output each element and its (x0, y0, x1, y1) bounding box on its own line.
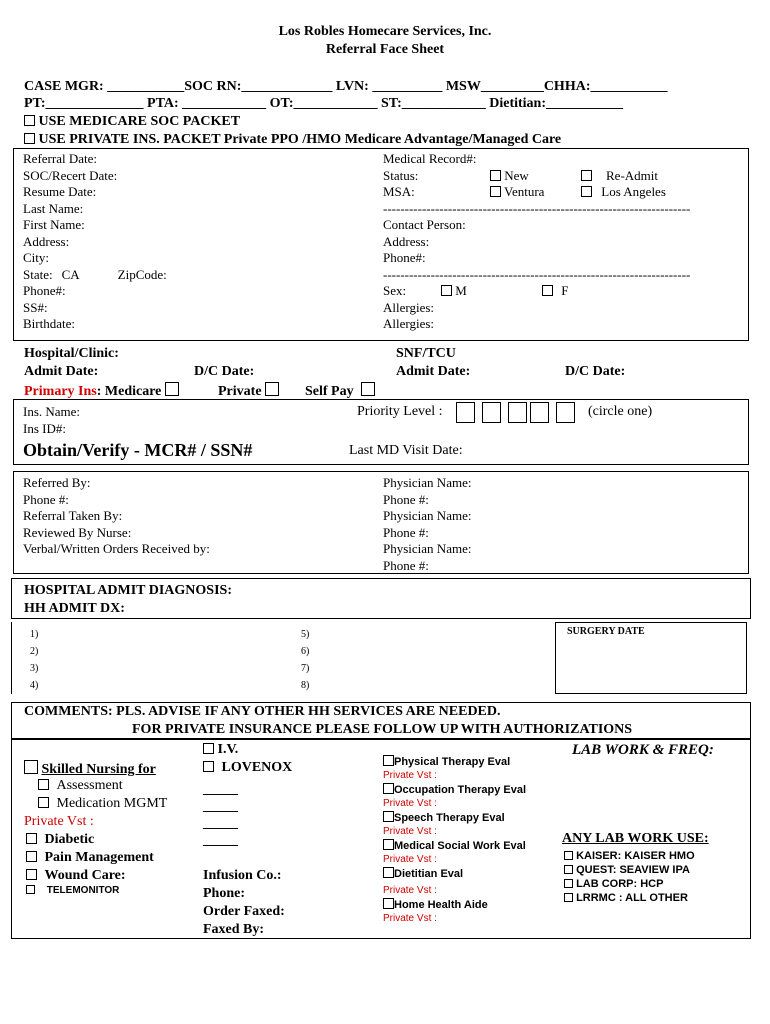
medicare-packet-checkbox[interactable] (24, 115, 35, 126)
infusion-phone-label: Phone: (203, 886, 245, 901)
skilled-nursing-checkbox[interactable] (24, 760, 38, 774)
iv-blank-lines (203, 781, 238, 849)
physician-name-label-1: Physician Name: (383, 475, 472, 490)
iv-checkbox[interactable] (203, 743, 214, 754)
private-vst-label: Private Vst (24, 814, 87, 829)
pt-option[interactable] (383, 755, 526, 769)
medication-checkbox[interactable] (38, 797, 49, 808)
wound-checkbox[interactable] (26, 869, 37, 880)
assessment-label: Assessment (56, 778, 123, 793)
page-title: Referral Face Sheet (325, 42, 445, 57)
order-faxed-label: Order Faxed: (203, 904, 285, 919)
infusion-co-label: Infusion Co.: (203, 868, 282, 883)
priority-box-5[interactable] (556, 402, 575, 423)
msa-la-option[interactable] (581, 184, 666, 201)
patient-right-column (383, 151, 743, 333)
msw-option[interactable] (383, 839, 526, 853)
priority-box-1[interactable] (456, 402, 475, 423)
physician-name-label-3: Physician Name: (383, 541, 472, 556)
hha-option[interactable] (383, 898, 526, 912)
sex-f-label: F (561, 283, 569, 298)
sex-m-label: M (455, 283, 467, 298)
snf-dc-date-label: D/C Date: (565, 364, 626, 379)
st-option[interactable] (383, 811, 526, 825)
birthdate-label: Birthdate: (23, 316, 75, 331)
faxed-by-label: Faxed By: (203, 922, 265, 937)
ot-label: Occupation Therapy Eval (394, 784, 527, 796)
infusion-block (203, 867, 285, 939)
snf-admit-date-label: Admit Date: (396, 364, 471, 379)
private-packet-checkbox[interactable] (24, 133, 35, 144)
status-new-label: New (504, 167, 529, 183)
hospital-dc-date-label: D/C Date: (194, 364, 255, 379)
referred-by-label: Referred By: (23, 475, 91, 490)
telemonitor-checkbox[interactable] (26, 885, 35, 894)
lab-quest-option[interactable] (564, 863, 695, 877)
msa-label: MSA: (383, 184, 415, 199)
status-readmit-checkbox[interactable] (581, 170, 592, 181)
status-row (383, 168, 743, 185)
allergies-label-1: Allergies: (383, 299, 435, 315)
hha-label: Home Health Aide (394, 899, 488, 911)
ins-id-label: Ins ID#: (23, 421, 66, 436)
state-label: State: (23, 266, 53, 282)
blank-line-1: _____ (203, 782, 238, 797)
physician-phone-label-1: Phone #: (383, 491, 429, 507)
divider-dashes-2: ----------------------------------------------------------------------- (383, 266, 691, 282)
hospital-admit-diagnosis-label: HOSPITAL ADMIT DIAGNOSIS: (24, 583, 232, 598)
zipcode-label: ZipCode: (117, 266, 167, 282)
patient-left-column (23, 151, 167, 333)
msw-private-vst: Private Vst : (383, 854, 437, 865)
dx-right-list (301, 626, 309, 694)
assessment-checkbox[interactable] (38, 779, 49, 790)
state-value: CA (61, 266, 80, 282)
ins-name-label: Ins. Name: (23, 404, 81, 419)
contact-person-label: Contact Person: (383, 217, 466, 232)
medication-label: Medication MGMT (56, 796, 168, 811)
self-pay-checkbox[interactable] (361, 382, 375, 396)
diabetic-option[interactable] (26, 832, 94, 848)
lab-quest-label: QUEST: SEAVIEW IPA (576, 864, 690, 876)
lab-list (564, 849, 695, 905)
status-readmit-option[interactable] (581, 168, 658, 185)
allergies-label-2: Allergies: (383, 316, 435, 331)
last-md-visit-label: Last MD Visit Date: (349, 443, 463, 458)
dx-number-2: 2) (30, 646, 39, 657)
ot-private-vst: Private Vst : (383, 798, 437, 809)
medicare-label: Medicare (104, 384, 162, 399)
status-label: Status: (383, 167, 419, 183)
referral-taken-by-label: Referral Taken By: (23, 508, 123, 523)
comments-line-1: COMMENTS: PLS. ADVISE IF ANY OTHER HH SERVICES ARE NEEDED. (24, 704, 501, 719)
divider-dashes-1: ----------------------------------------------------------------------- (383, 200, 691, 216)
medicare-checkbox[interactable] (165, 382, 179, 396)
dx-number-4: 4) (30, 680, 39, 691)
pain-label: Pain Management (44, 850, 154, 865)
status-new-checkbox[interactable] (490, 170, 501, 181)
obtain-verify-label: Obtain/Verify - MCR# / SSN# (23, 440, 253, 460)
pt-private-vst: Private Vst : (383, 770, 437, 781)
blank-line-4: _____ (203, 833, 238, 848)
surgery-date-label: SURGERY DATE (567, 626, 645, 637)
dietitian-label: Dietitian Eval (394, 868, 464, 880)
telemonitor-label: TELEMONITOR (46, 885, 120, 896)
msa-row (383, 184, 743, 201)
contact-address-label: Address: (383, 233, 430, 249)
pain-option[interactable] (26, 850, 154, 866)
medical-record-label: Medical Record#: (383, 151, 477, 166)
dietitian-option[interactable] (383, 867, 526, 881)
medicare-packet-option[interactable] (24, 114, 240, 130)
priority-box-2[interactable] (482, 402, 501, 423)
msw-checkbox[interactable] (383, 839, 394, 850)
sex-f-option[interactable] (542, 283, 568, 300)
st-checkbox[interactable] (383, 811, 394, 822)
priority-level-label: Priority Level : (357, 404, 443, 419)
iv-label: I.V. (217, 742, 239, 757)
comments-line-2: FOR PRIVATE INSURANCE PLEASE FOLLOW UP WITH AUTHORIZATIONS (132, 722, 633, 737)
ssn-label: SS#: (23, 299, 48, 315)
any-lab-work-label: ANY LAB WORK USE: (562, 831, 709, 846)
referral-phone-label: Phone #: (23, 491, 69, 507)
lab-lrrmc-label: LRRMC : ALL OTHER (576, 892, 688, 904)
msa-ventura-checkbox[interactable] (490, 186, 501, 197)
physician-phone-label-3: Phone #: (383, 557, 429, 573)
self-pay-label: Self Pay (305, 384, 354, 399)
diabetic-label: Diabetic (44, 832, 95, 847)
pt-label: Physical Therapy Eval (394, 756, 511, 768)
snf-tcu-label: SNF/TCU (396, 346, 456, 361)
assessment-option[interactable] (38, 778, 123, 794)
referral-date-label: Referral Date: (23, 151, 97, 166)
lab-labcorp-checkbox[interactable] (564, 879, 573, 888)
dx-number-8: 8) (301, 680, 310, 691)
priority-box-3[interactable] (508, 402, 527, 423)
private-packet-option[interactable] (24, 132, 561, 148)
staff-line-1: CASE MGR: ___________SOC RN:_____________ LVN: __________ MSW_________CHHA:___________ (24, 79, 668, 94)
physician-name-label-2: Physician Name: (383, 508, 472, 523)
hospital-clinic-label: Hospital/Clinic: (24, 346, 119, 361)
wound-label: Wound Care: (44, 868, 126, 883)
pain-checkbox[interactable] (26, 851, 37, 862)
msa-ventura-label: Ventura (504, 184, 545, 199)
orders-received-by-label: Verbal/Written Orders Received by: (23, 541, 210, 556)
dietitian-checkbox[interactable] (383, 867, 394, 878)
address-label: Address: (23, 233, 70, 249)
iv-option[interactable] (203, 742, 238, 758)
therapy-column (383, 755, 526, 926)
company-name: Los Robles Homecare Services, Inc. (278, 24, 492, 39)
lab-quest-checkbox[interactable] (564, 865, 573, 874)
circle-one-label: (circle one) (588, 404, 653, 419)
dx-number-3: 3) (30, 663, 39, 674)
priority-box-4[interactable] (530, 402, 549, 423)
first-name-label: First Name: (23, 217, 85, 232)
status-new-option[interactable] (490, 168, 529, 185)
lab-lrrmc-checkbox[interactable] (564, 893, 573, 902)
private-packet-label: USE PRIVATE INS. PACKET Private PPO /HMO Medicare Advantage/Managed Care (38, 132, 562, 147)
dx-left-list (30, 626, 38, 694)
dx-number-5: 5) (301, 629, 310, 640)
telemonitor-option[interactable] (26, 885, 119, 896)
reviewed-by-nurse-label: Reviewed By Nurse: (23, 524, 132, 540)
msa-la-checkbox[interactable] (581, 186, 592, 197)
sex-row (383, 283, 743, 300)
lab-labcorp-option[interactable] (564, 877, 695, 891)
lab-kaiser-checkbox[interactable] (564, 851, 573, 860)
ot-checkbox[interactable] (383, 783, 394, 794)
lab-kaiser-label: KAISER: KAISER HMO (576, 850, 695, 862)
hh-admit-dx-label: HH ADMIT DX: (24, 601, 125, 616)
lovenox-checkbox[interactable] (203, 761, 214, 772)
private-vst-row: Private Vst : (24, 814, 94, 829)
dx-left-border (11, 622, 12, 694)
dx-number-1: 1) (30, 629, 39, 640)
skilled-nursing-option[interactable] (24, 760, 156, 778)
blank-line-3: _____ (203, 816, 238, 831)
blank-line-2: _____ (203, 799, 238, 814)
msa-la-label: Los Angeles (601, 184, 666, 199)
st-private-vst: Private Vst : (383, 826, 437, 837)
contact-phone-label: Phone#: (383, 250, 426, 265)
dietitian-private-vst: Private Vst : (383, 885, 437, 896)
pt-checkbox[interactable] (383, 755, 394, 766)
medicare-packet-label: USE MEDICARE SOC PACKET (38, 114, 241, 129)
diabetic-checkbox[interactable] (26, 833, 37, 844)
private-checkbox[interactable] (265, 382, 279, 396)
private-ins-option[interactable] (218, 382, 279, 400)
physician-phone-label-2: Phone #: (383, 524, 429, 540)
staff-line-2: PT:______________ PTA: ____________ OT:____________ ST:____________ Dietitian:___________ (24, 96, 623, 111)
medication-option[interactable] (38, 796, 167, 812)
ot-option[interactable] (383, 783, 526, 797)
sex-f-checkbox[interactable] (542, 285, 553, 296)
lab-work-label: LAB WORK & FREQ: (572, 742, 714, 758)
lab-labcorp-label: LAB CORP: HCP (576, 878, 664, 890)
primary-ins-label: Primary Ins (24, 384, 97, 399)
sex-m-checkbox[interactable] (441, 285, 452, 296)
hha-private-vst: Private Vst : (383, 913, 437, 924)
dx-number-7: 7) (301, 663, 310, 674)
soc-recert-date-label: SOC/Recert Date: (23, 167, 118, 183)
primary-ins-row: Primary Ins: Medicare (24, 382, 179, 400)
resume-date-label: Resume Date: (23, 184, 97, 199)
sex-label: Sex: (383, 283, 407, 298)
referral-left-column (23, 475, 210, 558)
hospital-admit-date-label: Admit Date: (24, 364, 99, 379)
sex-m-option[interactable] (441, 283, 467, 300)
wound-option[interactable] (26, 868, 126, 884)
lovenox-option[interactable] (203, 760, 292, 776)
lab-lrrmc-option[interactable] (564, 891, 695, 905)
status-readmit-label: Re-Admit (606, 167, 658, 183)
msw-label: Medical Social Work Eval (394, 840, 526, 852)
last-name-label: Last Name: (23, 200, 84, 216)
city-label: City: (23, 250, 50, 265)
phone-label: Phone#: (23, 283, 66, 298)
lovenox-label: LOVENOX (221, 760, 293, 775)
private-label: Private (218, 384, 262, 399)
st-label: Speech Therapy Eval (394, 812, 505, 824)
lab-kaiser-option[interactable] (564, 849, 695, 863)
skilled-nursing-label: Skilled Nursing for (41, 762, 156, 777)
referral-right-column (383, 475, 471, 574)
self-pay-option[interactable] (305, 382, 375, 400)
state-row (23, 267, 167, 284)
hha-checkbox[interactable] (383, 898, 394, 909)
msa-ventura-option[interactable] (490, 184, 544, 201)
dx-number-6: 6) (301, 646, 310, 657)
